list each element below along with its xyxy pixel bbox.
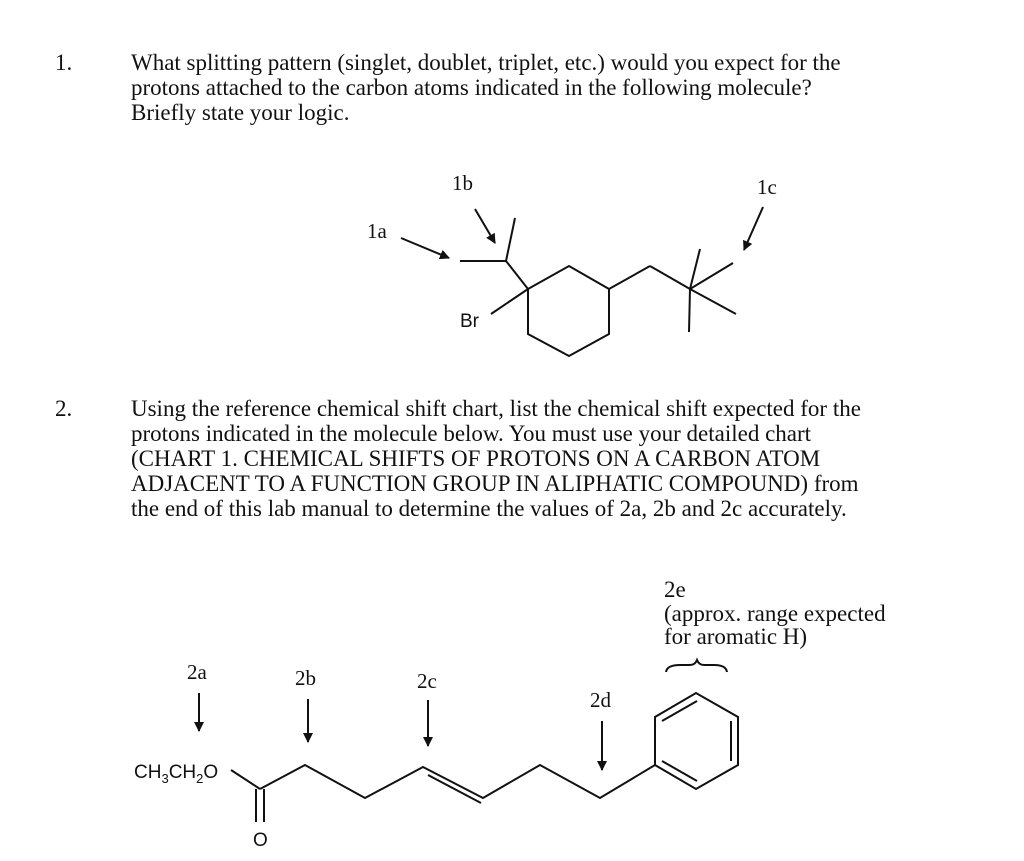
bond-ring-to-ch2 [609,266,650,289]
aromatic-note-line-1: (approx. range expected [664,601,886,626]
bond-tbu-methyl-4 [689,289,690,332]
bond-ch2-to-quaternary [650,266,690,289]
label-2c: 2c [417,669,437,693]
question-2-line-4: ADJACENT TO A FUNCTION GROUP IN ALIPHATIC COMPOUND) from [131,471,859,496]
label-2e: 2e [664,577,686,602]
aromatic-brace [666,660,727,672]
label-2b: 2b [295,666,316,690]
question-1-line-2: protons attached to the carbon atoms indicated in the following molecule? [131,75,812,100]
bond-c-br [491,289,528,314]
label-2a: 2a [187,660,207,684]
label-1c: 1c [757,175,777,199]
bond-o-to-carbonyl [231,770,260,789]
double-bond-inner [428,775,481,803]
label-1b: 1b [452,171,473,195]
question-1-number: 1. [55,50,73,75]
question-2-line-3: (CHART 1. CHEMICAL SHIFTS OF PROTONS ON A CARBON ATOM [131,446,821,471]
label-1a: 1a [367,219,387,243]
arrow-1b [475,209,495,243]
carbon-chain [260,765,655,798]
cyclohexane-ring [528,266,609,356]
benzene-inner-1 [662,701,697,721]
benzene-ring [655,693,738,789]
bond-tbu-methyl-3 [690,289,736,314]
atom-br: Br [460,311,479,332]
aromatic-note-line-2: for aromatic H) [664,624,808,649]
label-2d: 2d [590,688,611,712]
molecule-1 [367,171,777,356]
question-1-line-3: Briefly state your logic. [131,100,350,125]
ester-group: $CH_3CH_2O$ [134,762,219,786]
question-2-line-5: the end of this lab manual to determine the values of 2a, 2b and 2c accurately. [131,496,847,521]
arrow-1c [744,207,763,250]
question-2-line-2: protons indicated in the molecule below. You must use your detailed chart [131,421,812,446]
bond-ch-to-methyl-up [506,218,515,261]
benzene-inner-3 [662,761,697,781]
atom-o-carbonyl: O [253,830,268,851]
question-1-line-1: What splitting pattern (singlet, doublet, triplet, etc.) would you expect for the [131,50,841,75]
bond-ring-to-ch [506,261,528,289]
question-2-line-1: Using the reference chemical shift chart, list the chemical shift expected for the [131,396,861,421]
molecule-2 [134,660,738,851]
question-2-number: 2. [55,396,73,421]
arrow-1a [401,238,449,258]
